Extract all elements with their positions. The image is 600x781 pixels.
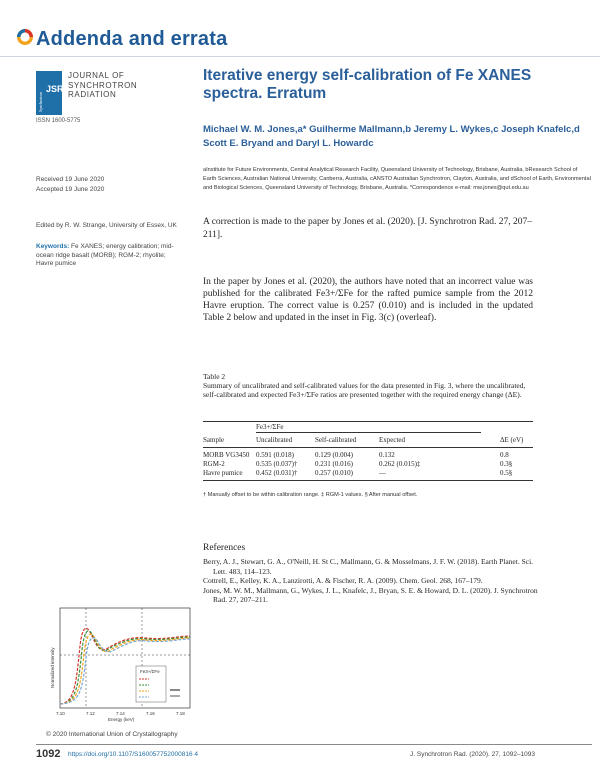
reference-item: Berry, A. J., Stewart, G. A., O'Neill, H. St C., Mallmann, G. & Mosselmans, J. F. W. (2018). Earth Planet. Sci. Lett. 483, 114–123. (203, 557, 534, 576)
figure-tick-label: 7.12 (86, 711, 95, 716)
author-list: Michael W. M. Jones,a* Guilherme Mallmann,b Jeremy L. Wykes,c Joseph Knafelc,d Scott E. Bryand and Daryl L. Howardc (203, 124, 580, 149)
table-header-cell: Expected (379, 436, 406, 444)
journal-badge-sub: Synchrotron (38, 92, 43, 112)
table-cell: 0.132 (379, 451, 395, 459)
journal-name: JOURNAL OF SYNCHROTRON RADIATION (68, 71, 138, 99)
figure-tick-label: 7.18 (176, 711, 185, 716)
article-title: Iterative energy self-calibration of Fe XANES spectra. Erratum (203, 67, 532, 102)
footer-divider (36, 744, 592, 745)
xanes-figure (46, 606, 196, 722)
table-cell: 0.129 (0.004) (315, 451, 353, 459)
table-cell: 0.5§ (500, 469, 513, 477)
table-cell: 0.535 (0.037)† (256, 460, 298, 468)
iucr-logo-icon (16, 28, 34, 46)
body-paragraph: In the paper by Jones et al. (2020), the authors have noted that an incorrect value was published for the calibrated Fe3+/ΣFe for the rafted pumice sample from the 2012 Havre eruption. The correct value is 0.257 (0.010) and is included in the updated Table 2 below and updated in the inset in Fig. 3(c) (overleaf). (203, 277, 533, 323)
table-caption: Table 2 Summary of uncalibrated and self-calibrated values for the data presented in Fig. 3, where the uncalibrated, self-calibrated and expected Fe3+/ΣFe ratios are presented together with the required energy change (ΔE). (203, 372, 533, 399)
table-footnote: † Manually offset to be within calibration range. ‡ RGM-1 values. § After manual offset. (203, 492, 418, 498)
table-cell: 0.3§ (500, 460, 513, 468)
table-cell: 0.452 (0.031)† (256, 469, 298, 477)
figure-tick-label: 7.14 (116, 711, 125, 716)
table-cell: Havre pumice (203, 469, 243, 477)
affiliations: aInstitute for Future Environments, Central Analytical Research Facility, Queensland University of Technology, Brisbane, Australia, bResearch School of Earth Sciences, Australian National University, Canberra, Australia, cANSTO Australian Synchrotron, Clayton, Australia, and dSchool of Earth, Environmental and Biological Sciences, Queensland University of Technology, Brisbane, Australia. *Correspondence e-mail: mw.jones@qut.edu.au (203, 167, 591, 191)
table-cell: 0.257 (0.010) (315, 469, 353, 477)
figure-x-label: Energy (keV) (108, 717, 135, 722)
table-cell: 0.231 (0.016) (315, 460, 353, 468)
table-header-cell: Uncalibrated (256, 436, 293, 444)
correction-statement: A correction is made to the paper by Jones et al. (2020). [J. Synchrotron Rad. 27, 207–211]. (203, 217, 532, 240)
table-header-cell: ΔE (eV) (500, 436, 524, 444)
table-group-header: Fe3+/ΣFe (256, 423, 284, 431)
issn: ISSN 1600-5775 (36, 118, 81, 124)
reference-item: Jones, M. W. M., Mallmann, G., Wykes, J. L., Knafelc, J., Bryan, S. E. & Howard, D. L. (2020). J. Synchrotron Rad. 27, 207–211. (203, 585, 538, 604)
reference-item: Cottrell, E., Kelley, K. A., Lanzirotti, A. & Fischer, R. A. (2009). Chem. Geol. 268, 167–179. (203, 576, 483, 585)
table-cell: — (379, 469, 386, 477)
page-number: 1092 (36, 748, 61, 760)
header-divider (0, 56, 600, 57)
table-cell: MORB VG3450 (203, 451, 250, 459)
accepted-date: Accepted 19 June 2020 (36, 186, 105, 193)
journal-badge-letters: JSR (46, 84, 64, 94)
figure-y-label: Normalized intensity (50, 647, 55, 688)
keywords: Keywords: Fe XANES; energy calibration; mid-ocean ridge basalt (MORB); RGM-2; rhyolite; Havre pumice (36, 243, 174, 267)
table-header-cell: Self-calibrated (315, 436, 357, 444)
doi-link[interactable]: https://doi.org/10.1107/S160057752000816 4 (68, 751, 198, 758)
figure-tick-label: 7.16 (146, 711, 155, 716)
article-dates (36, 175, 104, 195)
editor-note: Edited by R. W. Strange, University of Essex, UK (36, 222, 177, 229)
references-heading: References (203, 543, 246, 553)
table-cell: 0.262 (0.015)‡ (379, 460, 421, 468)
section-title: Addenda and errata (36, 28, 228, 50)
figure-legend-title: Fe3+/ΣFe (140, 669, 160, 674)
table-cell: 0.591 (0.018) (256, 451, 294, 459)
copyright: © 2020 International Union of Crystallography (46, 731, 178, 738)
reference-list (203, 557, 538, 605)
received-date: Received 19 June 2020 (36, 176, 105, 183)
journal-citation: J. Synchrotron Rad. (2020). 27, 1092–1093 (410, 751, 536, 758)
table-cell: 0.8 (500, 451, 509, 459)
table-header-cell: Sample (203, 436, 224, 444)
figure-tick-label: 7.10 (56, 711, 65, 716)
table-label: Table 2 (203, 372, 226, 381)
table-cell: RGM-2 (203, 460, 225, 468)
